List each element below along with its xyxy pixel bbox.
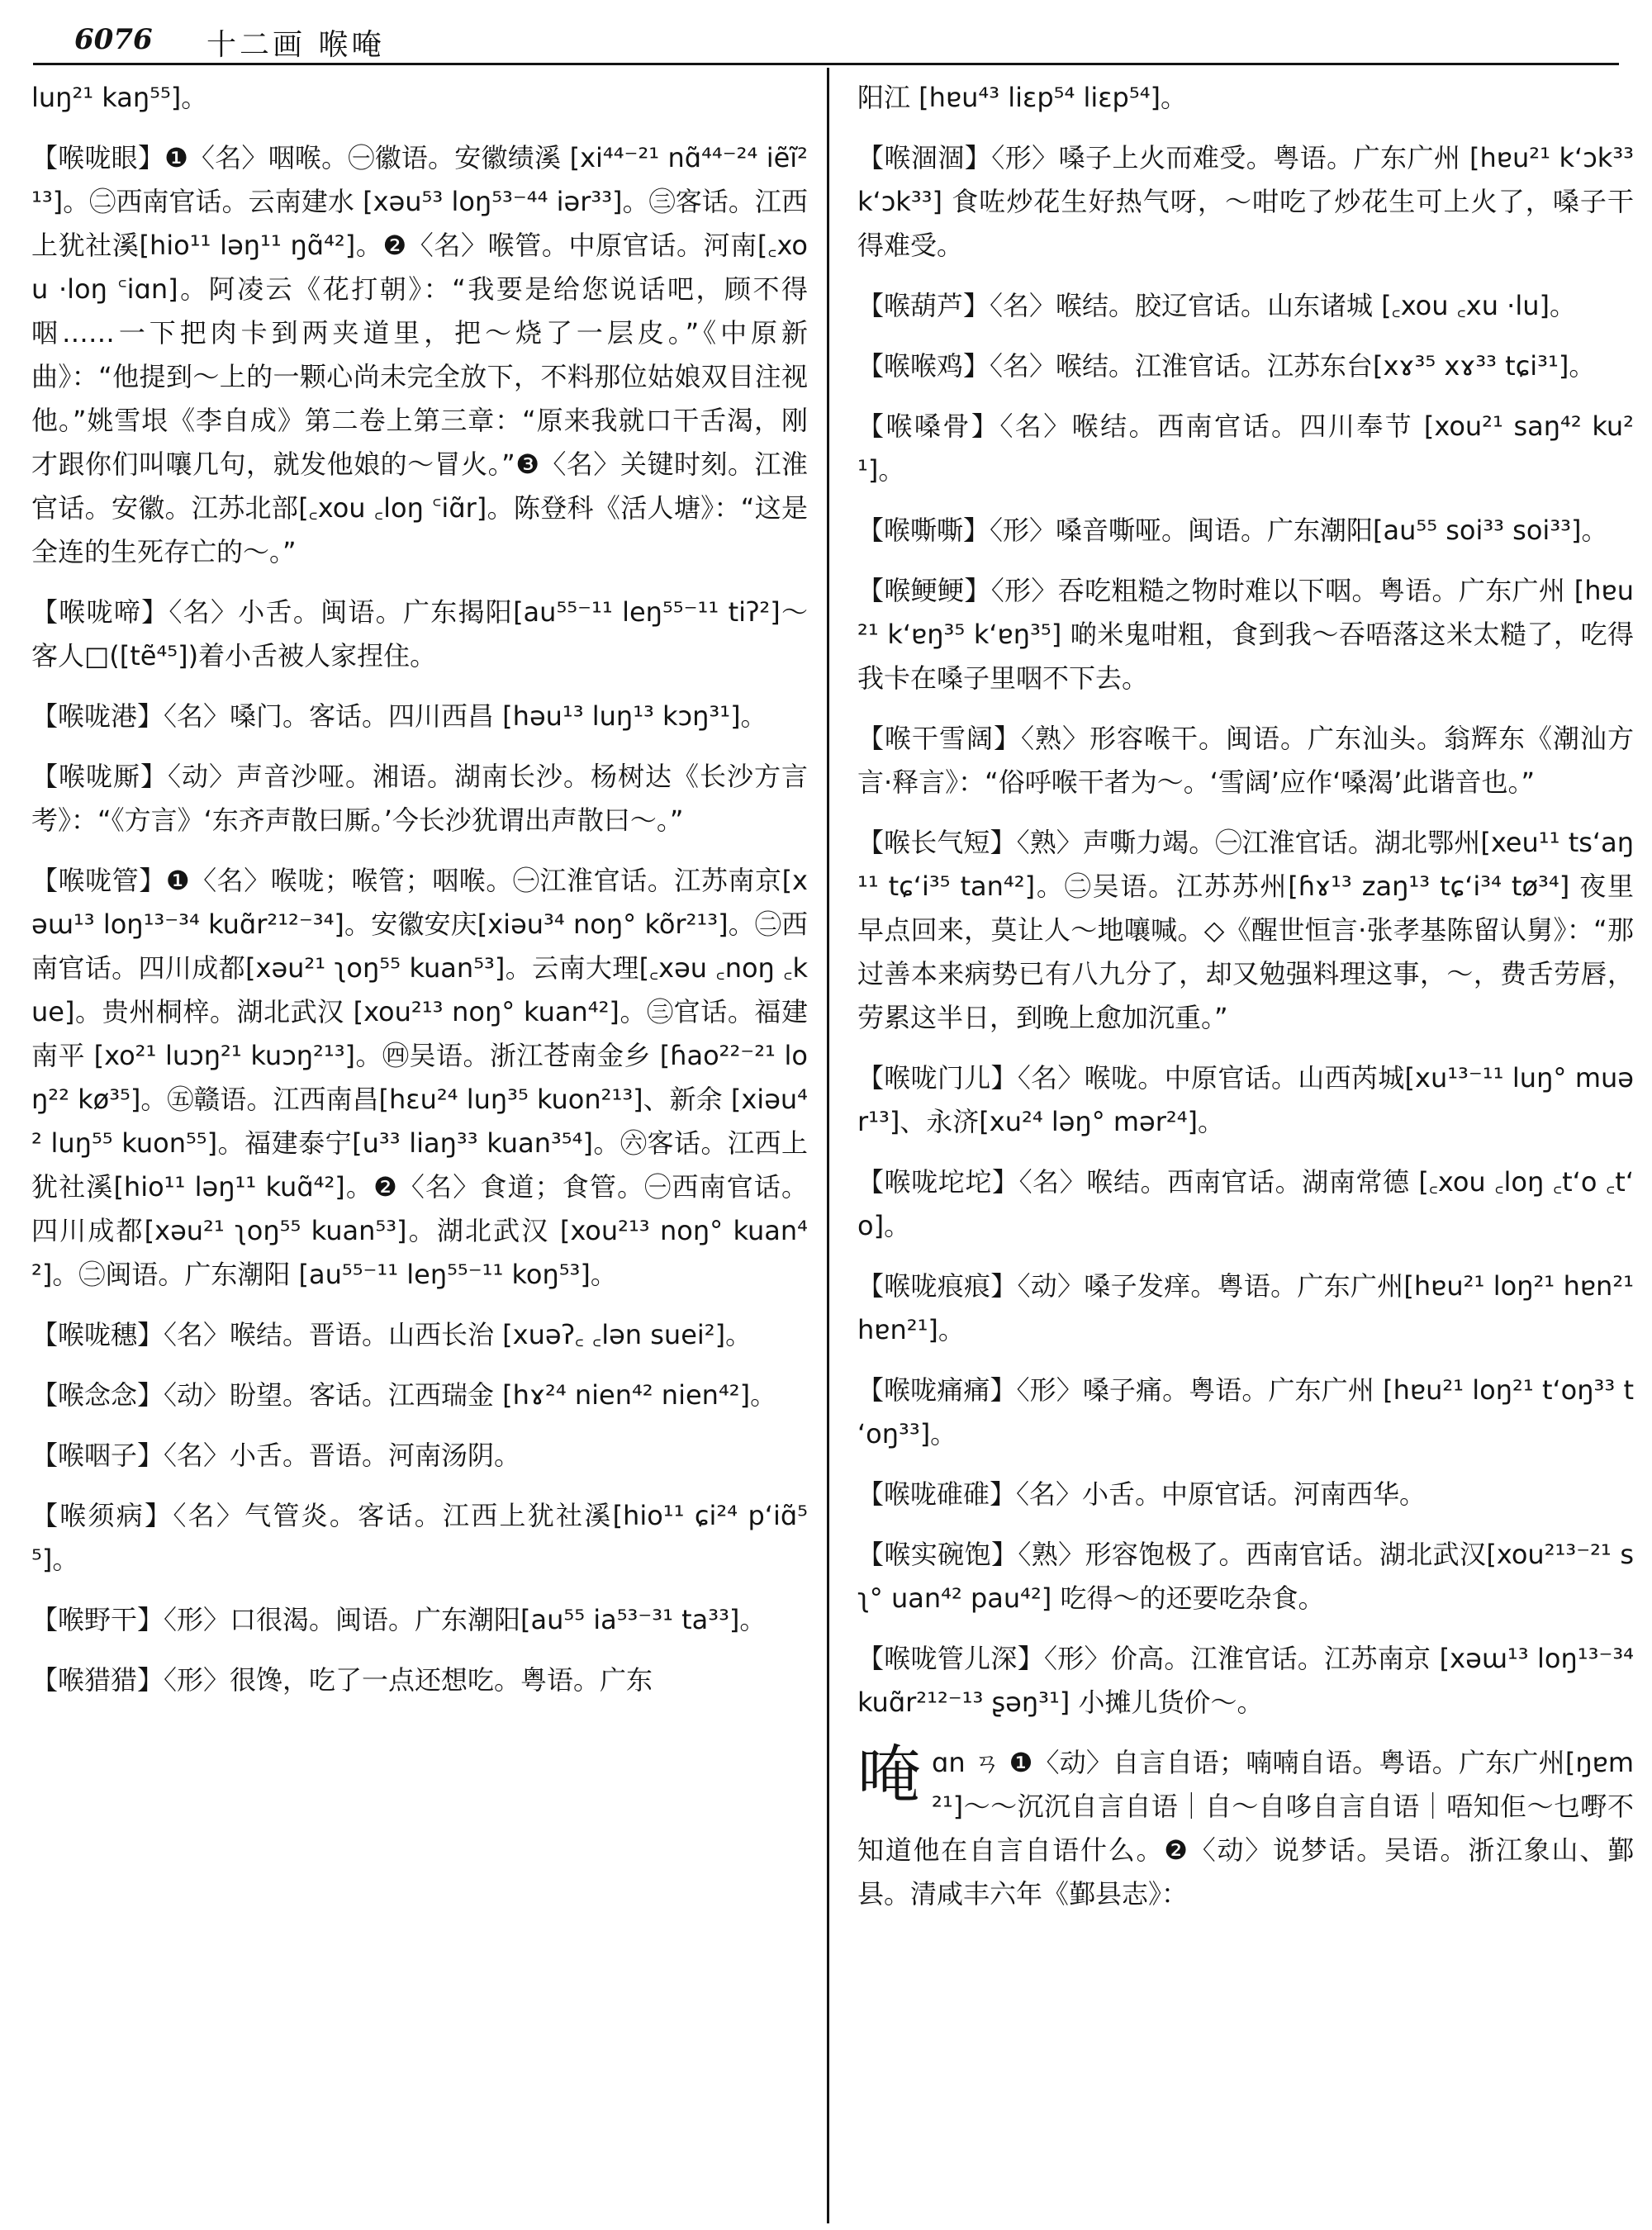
entry-houlongsui: 【喉咙穗】〈名〉喉结。晋语。山西长治 [xuəʔ꜀ ꜀lən suei²]。 [31, 1319, 752, 1350]
left-column [31, 76, 808, 1719]
entry-houlong-duidui: 【喉咙碓碓】〈名〉小舌。中原官话。河南西华。 [857, 1478, 1427, 1510]
entry-houchang-qiduan: 【喉长气短】〈熟〉声嘶力竭。㊀江淮官话。湖北鄂州[xeu¹¹ tsʻaŋ¹¹ tɕʻi³⁵ tan⁴²]。㊁吴语。江苏苏州[ɦɤ¹³ zaŋ¹³ tɕʻi³⁴ tø³⁴] 夜里早点回来，莫让人～地嚷喊。◇《醒世恒言·张孝基陈留认舅》：“那过善本来病势已有八九分了，却又勉强料理这事，～，费舌劳唇，劳累这半日，到晚上愈加沉重。” [857, 827, 1634, 1033]
headword-char: 唵 [857, 1738, 920, 1811]
entry-houhouji: 【喉喉鸡】〈名〉喉结。江淮官话。江苏东台[xɤ³⁵ xɤ³³ tɕi³¹]。 [857, 350, 1596, 382]
entry-houlongguan: 【喉咙管】❶〈名〉喉咙；喉管；咽喉。㊀江淮官话。江苏南京[xəɯ¹³ loŋ¹³⁻³⁴ kuɑ̃r²¹²⁻³⁴]。安徽安庆[xiəu³⁴ noŋ° kõr²¹³]。㊁西南官话。四川成都[xəu²¹ ʅoŋ⁵⁵ kuan⁵³]。云南大理[꜀xəu ꜀noŋ ꜀kue]。贵州桐梓。湖北武汉 [xou²¹³ noŋ° kuan⁴²]。㊂官话。福建南平 [xo²¹ luɔŋ²¹ kuɔŋ²¹³]。㊃吴语。浙江苍南金乡 [ɦao²²⁻²¹ loŋ²² kø³⁵]。㊄赣语。江西南昌[hɛu²⁴ luŋ³⁵ kuon²¹³]、新余 [xiəu⁴² luŋ⁵⁵ kuon⁵⁵]。福建泰宁[u³³ liaŋ³³ kuan³⁵⁴]。㊅客话。江西上犹社溪[hio¹¹ ləŋ¹¹ kuɑ̃⁴²]。❷〈名〉食道；食管。㊀西南官话。四川成都[xəu²¹ ʅoŋ⁵⁵ kuan⁵³]。湖北武汉 [xou²¹³ noŋ° kuan⁴²]。㊁闽语。广东潮阳 [au⁵⁵⁻¹¹ leŋ⁵⁵⁻¹¹ koŋ⁵³]。 [31, 865, 808, 1290]
entry-continuation: luŋ²¹ kaŋ⁵⁵]。 [31, 82, 208, 113]
entry-hounian: 【喉念念】〈动〉盼望。客话。江西瑞金 [hɤ²⁴ nien⁴² nien⁴²]。 [31, 1379, 777, 1411]
entry-houyegan: 【喉野干】〈形〉口很渴。闽语。广东潮阳[au⁵⁵ ia⁵³⁻³¹ ta³³]。 [31, 1604, 767, 1635]
header-rule [33, 63, 1619, 65]
entry-hougan-xuekuo: 【喉干雪阔】〈熟〉形容喉干。闽语。广东汕头。翁辉东《潮汕方言·释言》：“俗呼喉干者为～。‘雪阔’应作‘嗓渴’此谐音也。” [857, 723, 1634, 798]
entry-houlongyan: 【喉咙眼】❶〈名〉咽喉。㊀徽语。安徽绩溪 [xi⁴⁴⁻²¹ nɑ̃⁴⁴⁻²⁴ iẽĩ²¹³]。㊁西南官话。云南建水 [xəu⁵³ loŋ⁵³⁻⁴⁴ iər³³]。㊂客话。江西上犹社溪[hio¹¹ ləŋ¹¹ ŋɑ̃⁴²]。❷〈名〉喉管。中原官话。河南[꜀xou ·loŋ ꜂iɑn]。阿凌云《花打朝》：“我要是给您说话吧，顾不得咽……一下把肉卡到两夹道里，把～烧了一层皮。”《中原新曲》：“他提到～上的一颗心尚未完全放下，不料那位姑娘双目注视他。”姚雪垠《李自成》第二卷上第三章：“原来我就口干舌渴，刚才跟你们叫嚷几句，就发他娘的～冒火。”❸〈名〉关键时刻。江淮官话。安徽。江苏北部[꜀xou ꜀loŋ ꜂iɑ̃r]。陈登科《活人塘》：“这是全连的生死存亡的～。” [31, 142, 808, 567]
column-divider [827, 68, 829, 2223]
entry-housisi: 【喉嘶嘶】〈形〉嗓音嘶哑。闽语。广东潮阳[au⁵⁵ soi³³ soi³³]。 [857, 515, 1608, 546]
entry-continuation: 阳江 [hɐu⁴³ liɛp⁵⁴ liɛp⁵⁴]。 [857, 82, 1188, 113]
entry-houlong-menr: 【喉咙门儿】〈名〉喉咙。中原官话。山西芮城[xu¹³⁻¹¹ luŋ° muər¹³]、永济[xu²⁴ ləŋ° mər²⁴]。 [857, 1062, 1634, 1137]
entry-houlonggang: 【喉咙港】〈名〉嗓门。客话。四川西昌 [həu¹³ luŋ¹³ kɔŋ³¹]。 [31, 700, 767, 732]
entry-houxubing: 【喉须病】〈名〉气管炎。客话。江西上犹社溪[hio¹¹ ɕi²⁴ pʻiɑ̃⁵⁵]。 [31, 1500, 808, 1575]
page-number: 6076 [74, 23, 153, 56]
entry-houlongsi: 【喉咙厮】〈动〉声音沙哑。湘语。湖南长沙。杨树达《长沙方言考》：“《方言》‘东齐声散曰厮。’今长沙犹谓出声散曰～。” [31, 761, 808, 836]
entry-houhulu: 【喉葫芦】〈名〉喉结。胶辽官话。山东诸城 [꜀xou ꜀xu ·lu]。 [857, 290, 1577, 321]
headword-definition: ɑn ㄢ ❶〈动〉自言自语；喃喃自语。粤语。广东广州[ŋɐm²¹]～～沉沉自言自语｜自～自哆自言自语｜唔知佢～乜嘢不知道他在自言自语什么。❷〈动〉说梦话。吴语。浙江象山、鄞县。清咸丰六年《鄞县志》： [857, 1747, 1634, 1910]
entry-houlong-tuotuo: 【喉咙坨坨】〈名〉喉结。西南官话。湖南常德 [꜀xou ꜀loŋ ꜀tʻo ꜀tʻo]。 [857, 1166, 1634, 1241]
entry-houlongti: 【喉咙啼】〈名〉小舌。闽语。广东揭阳[au⁵⁵⁻¹¹ leŋ⁵⁵⁻¹¹ tiʔ²]～客人□([tẽ⁴⁵])着小舌被人家捏住。 [31, 596, 808, 671]
entry-houshi-wanbao: 【喉实碗饱】〈熟〉形容饱极了。西南官话。湖北武汉[xou²¹³⁻²¹ sʅ° uan⁴² pau⁴²] 吃得～的还要吃杂食。 [857, 1539, 1634, 1614]
entry-houyanzi: 【喉咽子】〈名〉小舌。晋语。河南汤阴。 [31, 1440, 521, 1471]
entry-houlong-henhen: 【喉咙痕痕】〈动〉嗓子发痒。粤语。广东广州[hɐu²¹ loŋ²¹ hɐn²¹ hɐn²¹]。 [857, 1270, 1634, 1345]
section-title: 十二画 喉唵 [206, 28, 385, 62]
page-header [33, 18, 1619, 63]
entry-houlong-tongtong: 【喉咙痛痛】〈形〉嗓子痛。粤语。广东广州 [hɐu²¹ loŋ²¹ tʻoŋ³³ tʻoŋ³³]。 [857, 1374, 1634, 1450]
right-column [857, 76, 1634, 1933]
entry-housanggu: 【喉嗓骨】〈名〉喉结。西南官话。四川奉节 [xou²¹ saŋ⁴² ku²¹]。 [857, 410, 1634, 486]
headword-entry [857, 1738, 1634, 1916]
entry-houhehe: 【喉涸涸】〈形〉嗓子上火而难受。粤语。广东广州 [hɐu²¹ kʻɔk³³ kʻɔk³³] 食咗炒花生好热气呀，～咁吃了炒花生可上火了，嗓子干得难受。 [857, 142, 1634, 261]
entry-houliela: 【喉猎猎】〈形〉很馋，吃了一点还想吃。粤语。广东 [31, 1664, 653, 1696]
entry-hougenggeng: 【喉鲠鲠】〈形〉吞吃粗糙之物时难以下咽。粤语。广东广州 [hɐu²¹ kʻɐŋ³⁵ kʻɐŋ³⁵] 啲米鬼咁粗，食到我～吞唔落这米太糙了，吃得我卡在嗓子里咽不下去。 [857, 575, 1634, 694]
entry-houlongguanr-shen: 【喉咙管儿深】〈形〉价高。江淮官话。江苏南京 [xəɯ¹³ loŋ¹³⁻³⁴ kuɑ̃r²¹²⁻¹³ ʂəŋ³¹] 小摊儿货价～。 [857, 1643, 1634, 1718]
